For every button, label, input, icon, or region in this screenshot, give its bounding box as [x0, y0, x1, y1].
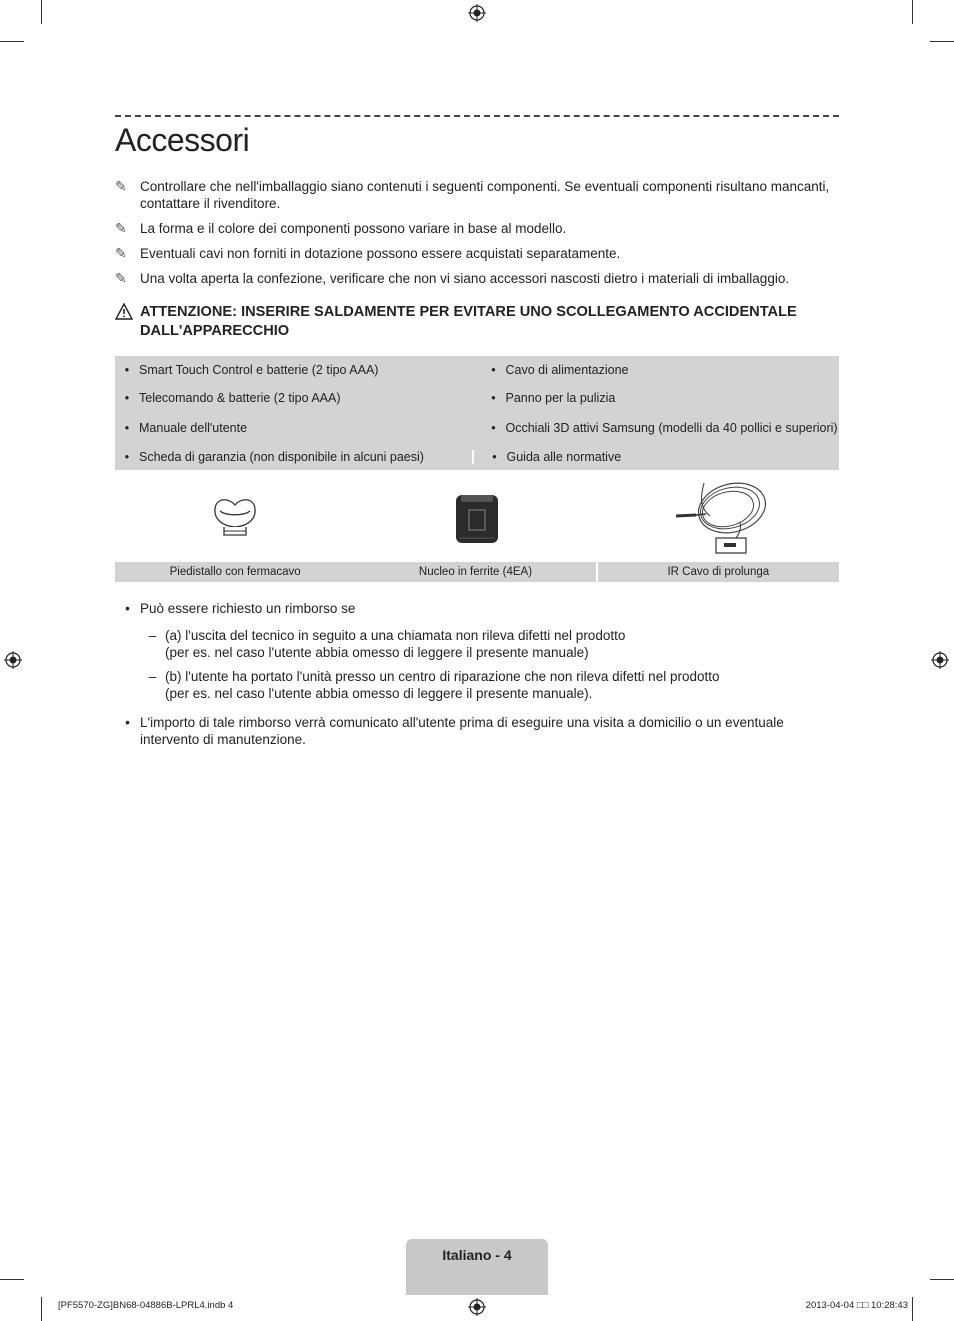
- note-item: [115, 220, 839, 237]
- crop-mark: [930, 41, 954, 42]
- registration-mark-icon: [468, 4, 486, 22]
- print-slug-date: 2013-04-04 □□ 10:28:43: [805, 1300, 908, 1311]
- pencil-note-icon: ✎: [115, 270, 127, 286]
- note-text: Controllare che nell'imballaggio siano contenuti i seguenti componenti. Se eventuali componenti risultano mancanti, contattare il rivenditore.: [140, 179, 830, 211]
- warning-triangle-icon: [115, 303, 140, 341]
- list-item: • L'importo di tale rimborso verrà comunicato all'utente prima di eseguire una visita a domicilio o un eventuale intervento di manutenzione.: [115, 714, 839, 748]
- list-item: • Può essere richiesto un rimborso se: [125, 601, 356, 616]
- crop-mark: [912, 0, 913, 24]
- registration-mark-icon: [931, 651, 949, 669]
- table-cell: • Scheda di garanzia (non disponibile in alcuni paesi): [115, 450, 474, 464]
- pencil-note-icon: ✎: [115, 245, 127, 261]
- registration-mark-icon: [468, 1298, 486, 1316]
- pencil-note-icon: ✎: [115, 178, 127, 194]
- list-subitem: – (a) l'uscita del tecnico in seguito a una chiamata non rileva difetti nel prodotto (per es. nel caso l'utente abbia omesso di leggere il presente manuale): [148, 628, 626, 660]
- note-text: Una volta aperta la confezione, verificare che non vi siano accessori nascosti dietro i materiali di imballaggio.: [140, 271, 790, 286]
- note-item: [115, 245, 839, 262]
- crop-mark: [41, 1297, 42, 1321]
- table-cell: • Guida alle normative: [492, 449, 622, 464]
- crop-mark: [41, 0, 42, 24]
- table-cell: • Telecomando & batterie (2 tipo AAA): [124, 391, 341, 405]
- table-cell: • Panno per la pulizia: [491, 391, 616, 405]
- note-item: [115, 178, 839, 212]
- refund-section: [115, 600, 839, 758]
- page-number: Italiano - 4: [442, 1247, 512, 1263]
- accessory-images: [115, 476, 839, 561]
- ir-extension-cable-image: [655, 476, 785, 561]
- table-row: [115, 356, 839, 383]
- table-cell: • Cavo di alimentazione: [491, 362, 629, 377]
- pencil-note-icon: ✎: [115, 220, 127, 236]
- table-row: [115, 443, 839, 470]
- refund-notice: L'importo di tale rimborso verrà comunicato all'utente prima di eseguire una visita a domicilio o un eventuale intervento di manutenzione.: [140, 715, 784, 747]
- refund-intro: Può essere richiesto un rimborso se: [140, 601, 356, 616]
- warning-notice: [115, 303, 839, 341]
- crop-mark: [0, 1279, 24, 1280]
- note-text: Eventuali cavi non forniti in dotazione possono essere acquistati separatamente.: [140, 246, 621, 261]
- registration-mark-icon: [4, 651, 22, 669]
- caption-ferrite: Nucleo in ferrite (4EA): [418, 566, 533, 578]
- list-subitem: – (b) l'utente ha portato l'unità presso un centro di riparazione che non rileva difetti nel prodotto (per es. nel caso l'utente abbia omesso di leggere il presente manuale).: [148, 669, 720, 701]
- caption-stand: Piedistallo con fermacavo: [169, 566, 301, 578]
- ferrite-core-image: [417, 476, 537, 561]
- table-cell: • Occhiali 3D attivi Samsung (modelli da 40 pollici e superiori): [491, 421, 838, 435]
- table-cell: • Manuale dell'utente: [124, 421, 248, 435]
- note-item: [115, 270, 839, 287]
- table-row: [115, 413, 839, 443]
- notes-list: [115, 178, 839, 295]
- crop-mark: [912, 1297, 913, 1321]
- crop-mark: [0, 41, 24, 42]
- note-text: La forma e il colore dei componenti possono variare in base al modello.: [140, 221, 567, 236]
- image-captions: [115, 562, 839, 582]
- warning-text: ATTENZIONE: INSERIRE SALDAMENTE PER EVITARE UNO SCOLLEGAMENTO ACCIDENTALE DALL'APPARECCHIO: [140, 304, 797, 339]
- stand-image: [175, 476, 295, 561]
- caption-ir-cable: IR Cavo di prolunga: [596, 562, 839, 582]
- section-divider: [115, 115, 839, 117]
- table-row: [115, 383, 839, 413]
- page-title: Accessori: [115, 122, 250, 158]
- print-slug-file: [PF5570-ZG]BN68-04886B-LPRL4.indb 4: [58, 1300, 234, 1311]
- crop-mark: [930, 1279, 954, 1280]
- accessories-table: [115, 356, 839, 470]
- table-cell: • Smart Touch Control e batterie (2 tipo AAA): [124, 362, 379, 377]
